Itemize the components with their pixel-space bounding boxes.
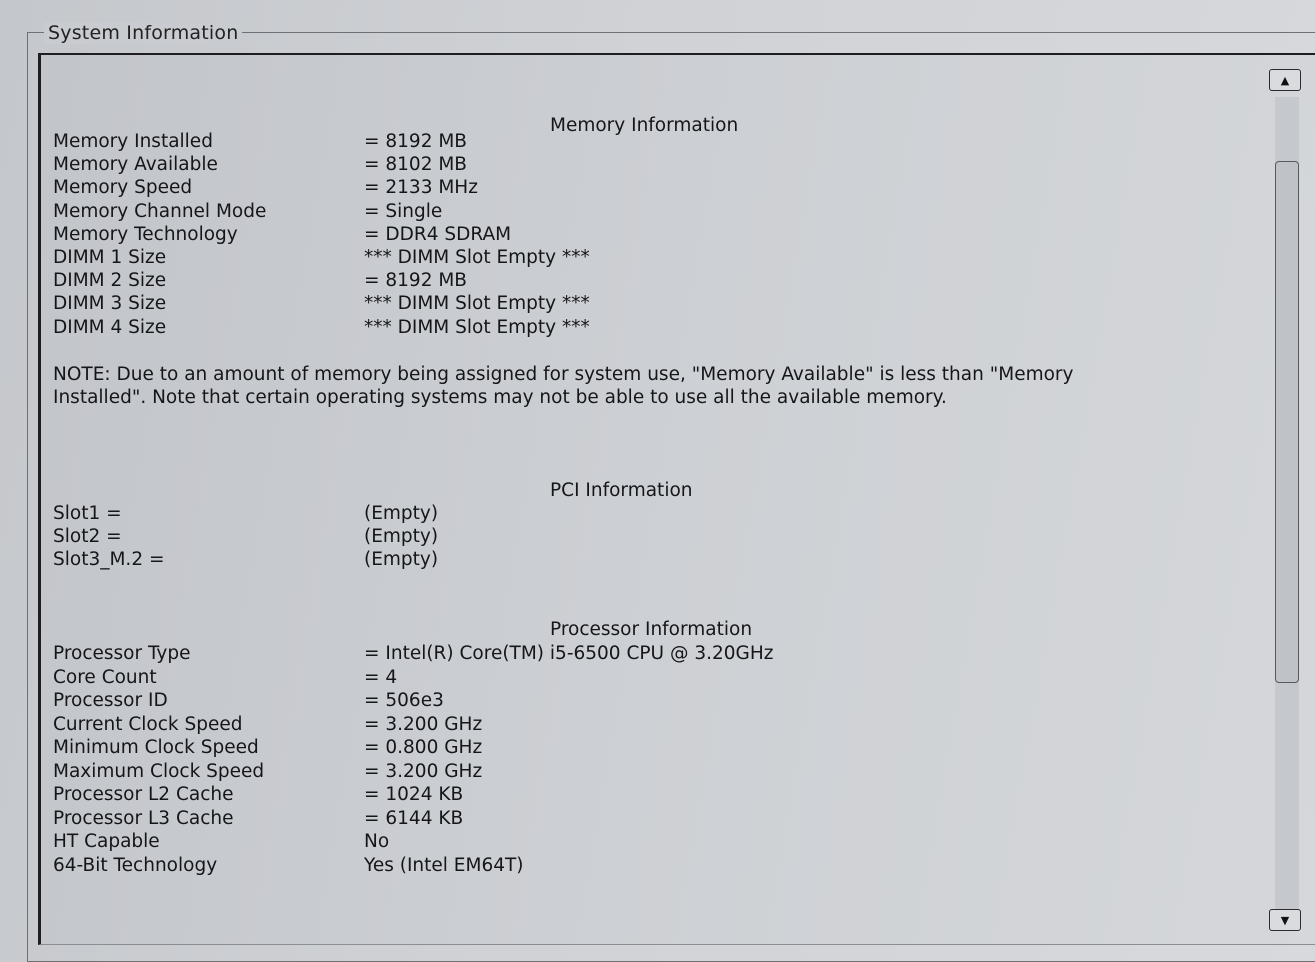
memory-value: = 8192 MB [364, 270, 467, 292]
pci-value: (Empty) [364, 503, 439, 524]
processor-label: 64-Bit Technology [53, 854, 218, 876]
pci-label: Slot1 = [53, 503, 122, 524]
processor-value: = 0.800 GHz [364, 737, 483, 758]
memory-value: = DDR4 SDRAM [364, 223, 512, 245]
processor-value: = 6144 KB [364, 807, 464, 829]
memory-value: = Single [364, 200, 443, 222]
processor-value: = 4 [364, 666, 398, 688]
processor-value: = 3.200 GHz [364, 713, 483, 735]
scroll-thumb[interactable] [1275, 161, 1299, 683]
processor-label: Minimum Clock Speed [53, 737, 259, 758]
memory-value: *** DIMM Slot Empty *** [364, 247, 590, 268]
memory-label: Memory Available [53, 154, 218, 176]
groupbox-title: System Information [44, 22, 242, 44]
memory-value: = 8102 MB [364, 154, 467, 176]
scroll-down-button[interactable] [1269, 909, 1301, 931]
memory-label: Memory Installed [53, 131, 213, 152]
memory-section-title: Memory Information [550, 115, 739, 136]
processor-value: = 506e3 [364, 690, 444, 711]
memory-label: Memory Technology [53, 223, 238, 245]
processor-value: = Intel(R) Core(TM) i5-6500 CPU @ 3.20GHz [364, 643, 774, 664]
memory-label: Memory Channel Mode [53, 200, 267, 222]
vertical-scrollbar[interactable] [1269, 69, 1307, 935]
processor-value: = 3.200 GHz [364, 760, 483, 782]
memory-value: = 2133 MHz [364, 177, 478, 199]
processor-label: Processor L2 Cache [53, 784, 234, 805]
memory-label: DIMM 4 Size [53, 316, 167, 338]
processor-label: Core Count [53, 666, 157, 688]
processor-value: No [364, 831, 390, 852]
pci-value: (Empty) [364, 526, 439, 548]
memory-value: *** DIMM Slot Empty *** [364, 316, 590, 338]
memory-note: NOTE: Due to an amount of memory being assigned for system use, "Memory Available" is less than "Memory Installed". Note that certain operating systems may not be able to use all the available memory. [53, 364, 1074, 408]
memory-label: Memory Speed [53, 177, 193, 199]
scroll-track[interactable] [1275, 97, 1299, 909]
processor-label: Processor ID [53, 690, 168, 711]
memory-value: *** DIMM Slot Empty *** [364, 293, 590, 315]
triangle-down-icon: ▼ [1280, 913, 1290, 927]
memory-label: DIMM 3 Size [53, 293, 167, 315]
processor-label: Maximum Clock Speed [53, 760, 265, 782]
pci-section-title: PCI Information [550, 480, 693, 501]
memory-label: DIMM 2 Size [53, 270, 167, 292]
pci-label: Slot3_M.2 = [53, 549, 165, 571]
memory-label: DIMM 1 Size [53, 247, 167, 268]
processor-label: Processor Type [53, 643, 191, 664]
scroll-up-button[interactable] [1269, 69, 1301, 91]
info-panel[interactable] [38, 53, 1315, 945]
pci-label: Slot2 = [53, 526, 122, 548]
processor-label: Processor L3 Cache [53, 807, 234, 829]
processor-label: HT Capable [53, 831, 160, 852]
processor-value: = 1024 KB [364, 784, 464, 805]
processor-value: Yes (Intel EM64T) [364, 854, 524, 876]
memory-value: = 8192 MB [364, 131, 467, 152]
processor-section-title: Processor Information [550, 619, 753, 640]
pci-value: (Empty) [364, 549, 439, 571]
triangle-up-icon: ▲ [1280, 73, 1290, 87]
processor-label: Current Clock Speed [53, 713, 243, 735]
